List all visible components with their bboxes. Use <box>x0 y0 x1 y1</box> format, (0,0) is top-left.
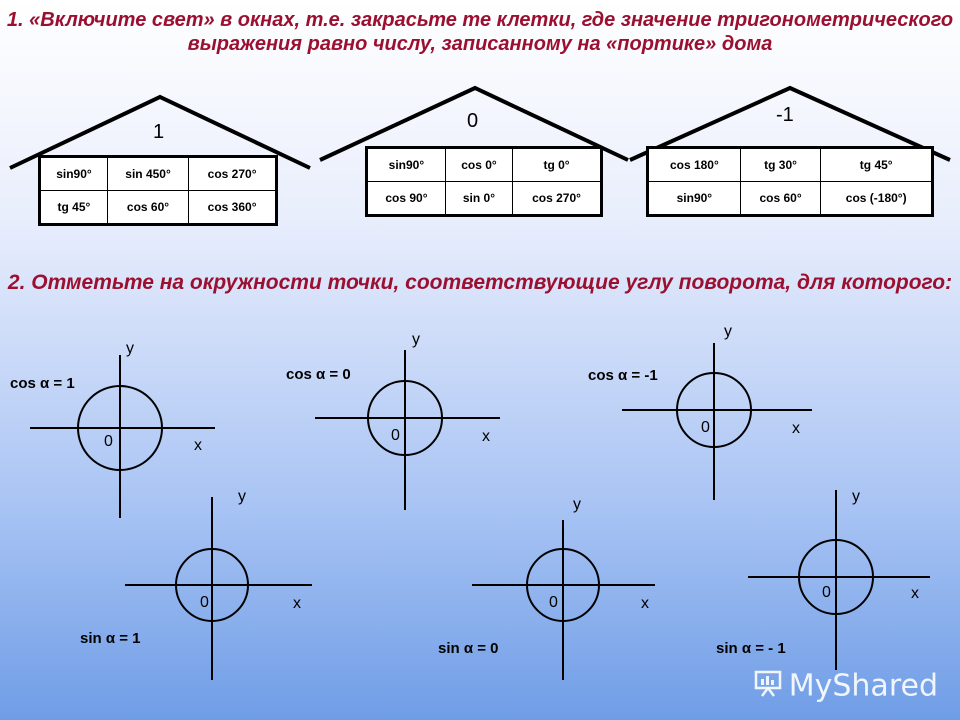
condition-label: sin α = 1 <box>80 630 141 647</box>
grid-cell[interactable]: cos 360° <box>189 191 277 225</box>
circle-diagram[interactable] <box>472 520 655 680</box>
origin-label: 0 <box>200 594 209 611</box>
grid-cell[interactable]: tg 45° <box>40 191 108 225</box>
origin-label: 0 <box>701 419 710 436</box>
grid-cell[interactable]: cos 180° <box>648 148 741 182</box>
presentation-icon <box>753 668 783 706</box>
circle-diagram[interactable] <box>125 497 312 680</box>
origin-label: 0 <box>822 584 831 601</box>
condition-label: sin α = 0 <box>438 640 499 657</box>
task1-title: 1. «Включите свет» в окнах, т.е. закрасьте те клетки, где значение тригонометрического выражения равно числу, записанному на «портике» дома <box>6 9 954 55</box>
x-axis-label: x <box>792 420 800 437</box>
grid-cell[interactable]: cos 0° <box>445 148 512 182</box>
grid-cell[interactable]: sin 0° <box>445 182 512 216</box>
y-axis-label: y <box>724 323 732 340</box>
origin-label: 0 <box>104 433 113 450</box>
condition-label: cos α = 0 <box>286 366 351 383</box>
y-axis-label: y <box>238 488 246 505</box>
house3-number: -1 <box>776 104 794 126</box>
house2-number: 0 <box>467 110 479 132</box>
condition-label: sin α = - 1 <box>716 640 786 657</box>
x-axis-label: x <box>194 437 202 454</box>
grid-cell[interactable]: cos (-180°) <box>821 182 933 216</box>
grid-cell[interactable]: sin90° <box>367 148 446 182</box>
grid-cell[interactable]: cos 60° <box>107 191 188 225</box>
grid-cell[interactable]: tg 0° <box>513 148 602 182</box>
grid-cell[interactable]: cos 270° <box>513 182 602 216</box>
y-axis-label: y <box>852 488 860 505</box>
grid-cell[interactable]: cos 90° <box>367 182 446 216</box>
grid-cell[interactable]: tg 45° <box>821 148 933 182</box>
x-axis-label: x <box>911 585 919 602</box>
x-axis-label: x <box>293 595 301 612</box>
y-axis-label: y <box>126 340 134 357</box>
grid-cell[interactable]: cos 270° <box>189 157 277 191</box>
grid-cell[interactable]: sin90° <box>648 182 741 216</box>
condition-label: cos α = 1 <box>10 375 75 392</box>
y-axis-label: y <box>573 496 581 513</box>
watermark-text: MyShared <box>788 668 938 704</box>
house1-number: 1 <box>153 121 165 143</box>
y-axis-label: y <box>412 331 420 348</box>
condition-label: cos α = -1 <box>588 367 658 384</box>
grid-cell[interactable]: sin 450° <box>107 157 188 191</box>
x-axis-label: x <box>482 428 490 445</box>
origin-label: 0 <box>549 594 558 611</box>
grid-cell[interactable]: cos 60° <box>740 182 821 216</box>
x-axis-label: x <box>641 595 649 612</box>
origin-label: 0 <box>391 427 400 444</box>
watermark <box>753 668 938 706</box>
task2-title: 2. Отметьте на окружности точки, соответствующие углу поворота, для которого: <box>7 271 953 294</box>
grid-cell[interactable]: sin90° <box>40 157 108 191</box>
grid-cell[interactable]: tg 30° <box>740 148 821 182</box>
